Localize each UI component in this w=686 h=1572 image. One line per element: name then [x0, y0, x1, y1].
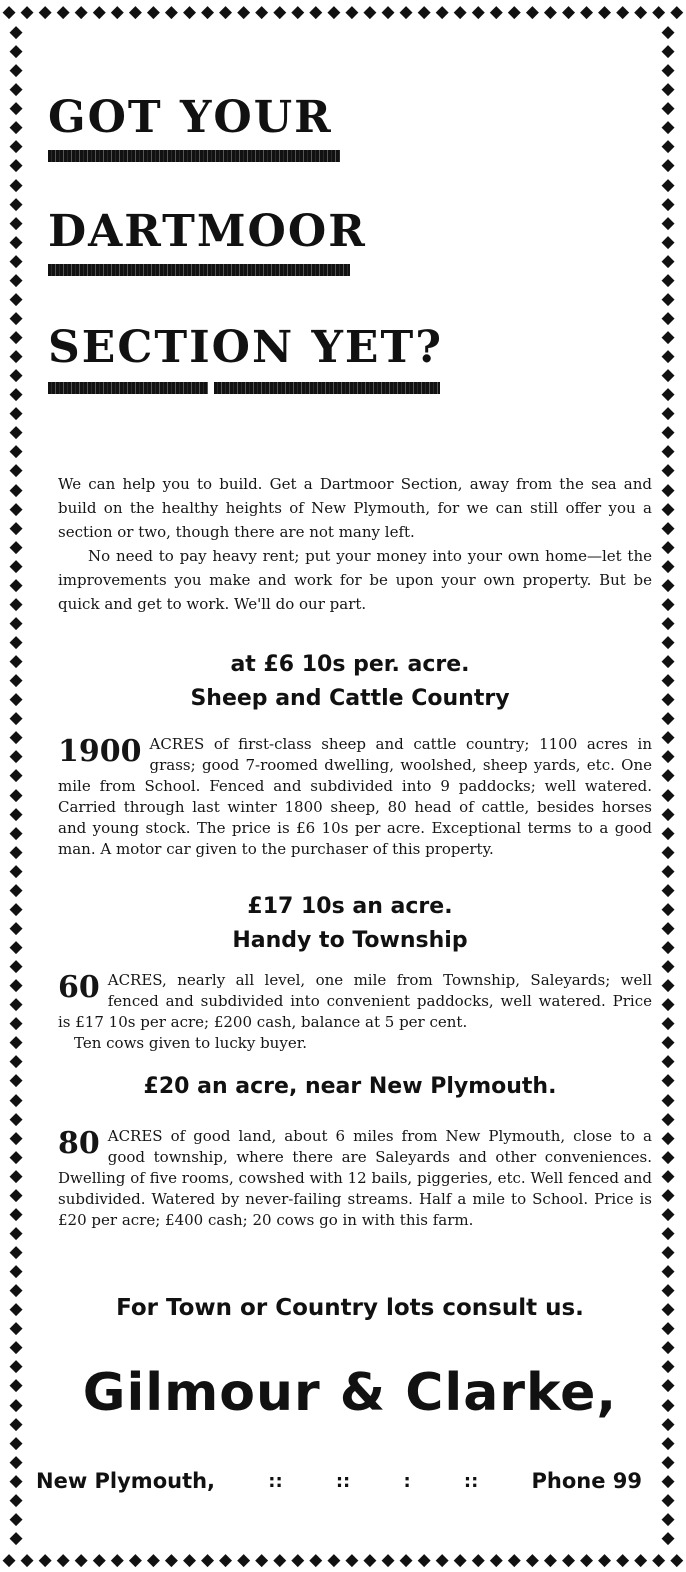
intro-paragraph-2: No need to pay heavy rent; put your money into your own home—let the improvements you make and work for be upon your own property. But be quick and get to work. We'll do our part. — [58, 547, 652, 613]
listing-2-price-heading: £17 10s an acre. — [247, 894, 453, 919]
listing-3-description — [58, 1126, 652, 1231]
intro-text — [58, 472, 652, 616]
listing-3-heading: £20 an acre, near New Plymouth. — [143, 1074, 557, 1099]
listing-2-acres-number: 60 — [58, 970, 100, 1005]
listing-1-text: ACRES of first-class sheep and cattle country; 1100 acres in grass; good 7-roomed dwelling, woolshed, sheep yards, etc. One mile from School. Fenced and subdivided into 9 paddocks; well watered. Carried through last winter 1800 sheep, 80 head of cattle, besides horses and young stock. The price is £6 10s per acre. Exceptional terms to a good man. A motor car given to the purchaser of this property. — [58, 735, 652, 858]
headline-rule-3b — [214, 382, 440, 394]
listing-1-price-heading: at £6 10s per. acre. — [230, 652, 470, 677]
listing-3-text: ACRES of good land, about 6 miles from New Plymouth, close to a good township, where there are Saleyards and other conveniences. Dwelling of five rooms, cowshed with 12 bails, piggeries, etc. Well fenced and subdivided. Watered by never-failing streams. Half a mile to School. Price is £20 per acre; £400 cash; 20 cows go in with this farm. — [58, 1127, 652, 1229]
footer-phone: Phone 99 — [531, 1469, 642, 1493]
bottom-diamond-border: ◆ ◆ ◆ ◆ ◆ ◆ ◆ ◆ ◆ ◆ ◆ ◆ ◆ ◆ ◆ ◆ ◆ ◆ ◆ ◆ ◆ ◆ ◆ ◆ ◆ ◆ ◆ ◆ ◆ ◆ ◆ ◆ ◆ ◆ ◆ ◆ ◆ ◆ — [2, 1550, 684, 1570]
headline-rule-1 — [48, 150, 340, 162]
firm-name: Gilmour & Clarke, — [82, 1363, 618, 1423]
footer-separator-2: :: — [335, 1470, 351, 1492]
footer-separator-4: :: — [463, 1470, 479, 1492]
footer-separator-3: : — [403, 1470, 411, 1492]
headline-rule-3a — [48, 382, 208, 394]
headline-line-2: DARTMOOR — [48, 206, 367, 257]
headline-line-1: GOT YOUR — [48, 92, 333, 143]
footer-separator-1: :: — [268, 1470, 283, 1492]
footer — [36, 1464, 642, 1498]
listing-1-type-heading: Sheep and Cattle Country — [190, 686, 510, 711]
top-diamond-border: ◆ ◆ ◆ ◆ ◆ ◆ ◆ ◆ ◆ ◆ ◆ ◆ ◆ ◆ ◆ ◆ ◆ ◆ ◆ ◆ ◆ ◆ ◆ ◆ ◆ ◆ ◆ ◆ ◆ ◆ ◆ ◆ ◆ ◆ ◆ ◆ ◆ ◆ — [2, 2, 684, 22]
listing-1-acres-number: 1900 — [58, 734, 142, 769]
left-diamond-border: ◆ ◆ ◆ ◆ ◆ ◆ ◆ ◆ ◆ ◆ ◆ ◆ ◆ ◆ ◆ ◆ ◆ ◆ ◆ ◆ ◆ ◆ ◆ ◆ ◆ ◆ ◆ ◆ ◆ ◆ ◆ ◆ ◆ ◆ ◆ ◆ ◆ ◆ ◆ ◆ ◆ ◆ ◆ ◆ ◆ ◆ ◆ ◆ ◆ ◆ ◆ ◆ ◆ ◆ ◆ ◆ ◆ ◆ ◆ ◆ ◆ ◆ ◆ ◆ ◆ ◆ ◆ ◆ ◆ ◆ ◆ ◆ ◆ ◆ ◆ ◆ ◆ ◆ ◆ ◆ — [9, 24, 23, 1548]
consult-line: For Town or Country lots consult us. — [116, 1295, 584, 1321]
intro-paragraph-1: We can help you to build. Get a Dartmoor Section, away from the sea and build on the healthy heights of New Plymouth, for we can still offer you a section or two, though there are not many left. — [58, 475, 652, 541]
headline-line-3: SECTION YET? — [48, 322, 443, 373]
listing-2-extra: Ten cows given to lucky buyer. — [74, 1034, 307, 1052]
listing-3-acres-number: 80 — [58, 1126, 100, 1161]
footer-location: New Plymouth, — [36, 1469, 216, 1493]
listing-2-type-heading: Handy to Township — [232, 928, 468, 953]
headline-rule-2 — [48, 264, 350, 276]
right-diamond-border: ◆ ◆ ◆ ◆ ◆ ◆ ◆ ◆ ◆ ◆ ◆ ◆ ◆ ◆ ◆ ◆ ◆ ◆ ◆ ◆ ◆ ◆ ◆ ◆ ◆ ◆ ◆ ◆ ◆ ◆ ◆ ◆ ◆ ◆ ◆ ◆ ◆ ◆ ◆ ◆ ◆ ◆ ◆ ◆ ◆ ◆ ◆ ◆ ◆ ◆ ◆ ◆ ◆ ◆ ◆ ◆ ◆ ◆ ◆ ◆ ◆ ◆ ◆ ◆ ◆ ◆ ◆ ◆ ◆ ◆ ◆ ◆ ◆ ◆ ◆ ◆ ◆ ◆ ◆ ◆ — [661, 24, 675, 1548]
listing-1-description — [58, 734, 652, 860]
listing-2-text: ACRES, nearly all level, one mile from Township, Saleyards; well fenced and subdivided into convenient paddocks, well watered. Price is £17 10s per acre; £200 cash, balance at 5 per cent. — [58, 971, 652, 1031]
listing-2-description — [58, 970, 652, 1054]
